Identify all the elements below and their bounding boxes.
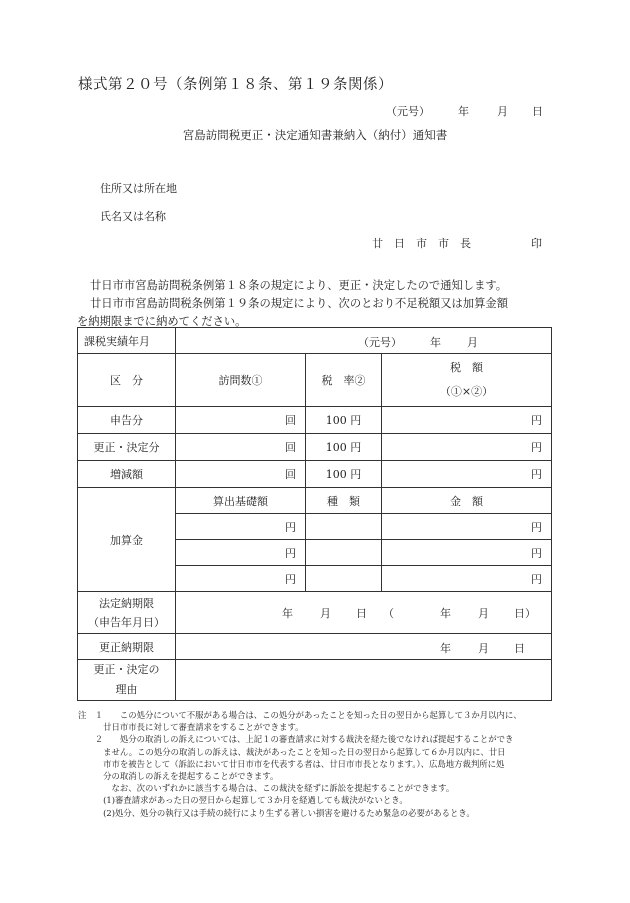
date-year: 年 [458, 105, 469, 118]
tax-cell[interactable]: 円 [382, 434, 552, 461]
revised-deadline-label: 更正納期限 [78, 634, 176, 660]
surcharge-type-cell[interactable] [306, 566, 382, 592]
surcharge-amount-cell[interactable]: 円 [382, 566, 552, 592]
rate-cell: 100 円 [306, 434, 382, 461]
revised-month: 月 [478, 642, 489, 655]
surcharge-label: 加算金 [78, 488, 176, 592]
date-day: 日 [532, 105, 543, 118]
tax-period-label: 課税実績年月 [78, 328, 176, 354]
legal-deadline-value[interactable] [176, 592, 552, 634]
revised-day: 日 [514, 642, 525, 655]
notice-line-2: 廿日市市宮島訪問税条例第１９条の規定により、次のとおり不足税額又は加算金額 [90, 297, 508, 310]
table-row [78, 461, 552, 488]
note-line: (2)処分、処分の執行又は手続の続行により生ずる著しい損害を避けるため緊急の必要があるとき。 [78, 807, 475, 818]
reason-row [78, 660, 552, 701]
tax-period-era: （元号） [358, 336, 402, 349]
tax-period-value[interactable] [176, 328, 552, 354]
surcharge-amount-cell[interactable]: 円 [382, 540, 552, 566]
notice-line-3: を納期限までに納めてください。 [77, 315, 247, 328]
date-month: 月 [497, 105, 508, 118]
table-row [78, 407, 552, 434]
legal-year-2: 年 [440, 607, 451, 620]
tax-period-row [78, 328, 552, 354]
header-rate: 税 率② [306, 354, 382, 407]
seal-mark: 印 [531, 237, 542, 250]
reason-label-line1: 更正・決定の [93, 663, 160, 676]
note-line: (1)審査請求があった日の翌日から起算して３か月を経過しても裁決がないとき。 [78, 795, 408, 806]
legal-paren-open: （ [383, 607, 394, 620]
tax-table [77, 327, 552, 701]
legal-month: 月 [320, 607, 331, 620]
surcharge-type-cell[interactable] [306, 540, 382, 566]
revised-deadline-row [78, 634, 552, 660]
legal-month-2: 月 [478, 607, 489, 620]
revised-year: 年 [440, 642, 451, 655]
legal-day-2: 日） [514, 607, 536, 620]
surcharge-amount-cell[interactable]: 円 [382, 514, 552, 540]
tax-period-year: 年 [430, 336, 441, 349]
note-line: 分の取消しの訴えを提起することができます。 [78, 771, 279, 782]
table-row [78, 434, 552, 461]
legal-deadline-label [78, 592, 176, 634]
header-row [78, 354, 552, 407]
legal-year: 年 [282, 607, 293, 620]
date-era: （元号） [386, 105, 430, 118]
surcharge-amount-header: 金 額 [382, 488, 552, 514]
surcharge-base-cell[interactable]: 円 [176, 514, 306, 540]
visits-cell[interactable]: 回 [176, 407, 306, 434]
row-label: 増減額 [78, 461, 176, 488]
note-line: ２ 処分の取消しの訴えについては、上記１の審査請求に対する裁決を経た後でなければ提起することができ [78, 734, 514, 745]
address-label: 住所又は所在地 [100, 182, 177, 195]
legal-deadline-label-line1: 法定納期限 [99, 596, 154, 610]
note-line: なお、次のいずれかに該当する場合は、この裁決を経ずに訴訟を提起することができます。 [78, 783, 455, 794]
header-tax-line1: 税 額 [450, 361, 483, 374]
header-tax-line2: （①×②） [439, 385, 494, 398]
note-line: ません。この処分の取消しの訴えは、裁決があったことを知った日の翌日から起算して６か月以内に、廿日 [78, 746, 506, 757]
surcharge-base-cell[interactable]: 円 [176, 566, 306, 592]
note-line: 廿日市市長に対して審査請求をすることができます。 [78, 722, 304, 733]
document-title: 宮島訪問税更正・決定通知書兼納入（納付）通知書 [182, 128, 448, 142]
note-line: 市市を被告として（訴訟において廿日市市を代表する者は、廿日市市長となります。）、広島地方裁判所に処 [78, 758, 505, 769]
surcharge-base-cell[interactable]: 円 [176, 540, 306, 566]
rate-cell: 100 円 [306, 407, 382, 434]
tax-cell[interactable]: 円 [382, 407, 552, 434]
legal-deadline-label-line2: （申告年月日） [88, 615, 165, 629]
surcharge-type-cell[interactable] [306, 514, 382, 540]
visits-cell[interactable]: 回 [176, 461, 306, 488]
reason-label [78, 660, 176, 701]
notes-section [78, 709, 578, 819]
surcharge-type-header: 種 類 [306, 488, 382, 514]
name-label: 氏名又は名称 [100, 210, 166, 223]
reason-label-line2: 理由 [115, 683, 138, 696]
row-label: 申告分 [78, 407, 176, 434]
legal-day: 日 [356, 607, 367, 620]
tax-period-month: 月 [467, 336, 478, 349]
visits-cell[interactable]: 回 [176, 434, 306, 461]
surcharge-base-header: 算出基礎額 [176, 488, 306, 514]
surcharge-header-row [78, 488, 552, 514]
note-line: 注 １ この処分について不服がある場合は、この処分があったことを知った日の翌日から起算して３か月以内に、 [78, 710, 522, 720]
header-visits: 訪問数① [176, 354, 306, 407]
row-label: 更正・決定分 [78, 434, 176, 461]
issuer: 廿 日 市 市 長 [372, 237, 471, 250]
header-tax [382, 354, 552, 407]
form-number: 様式第２０号（条例第１８条、第１９条関係） [78, 77, 393, 93]
rate-cell: 100 円 [306, 461, 382, 488]
notice-line-1: 廿日市市宮島訪問税条例第１８条の規定により、更正・決定したので通知します。 [90, 279, 508, 292]
header-category: 区 分 [78, 354, 176, 407]
tax-cell[interactable]: 円 [382, 461, 552, 488]
legal-deadline-row [78, 592, 552, 634]
reason-value[interactable] [176, 660, 552, 701]
revised-deadline-value[interactable] [176, 634, 552, 660]
